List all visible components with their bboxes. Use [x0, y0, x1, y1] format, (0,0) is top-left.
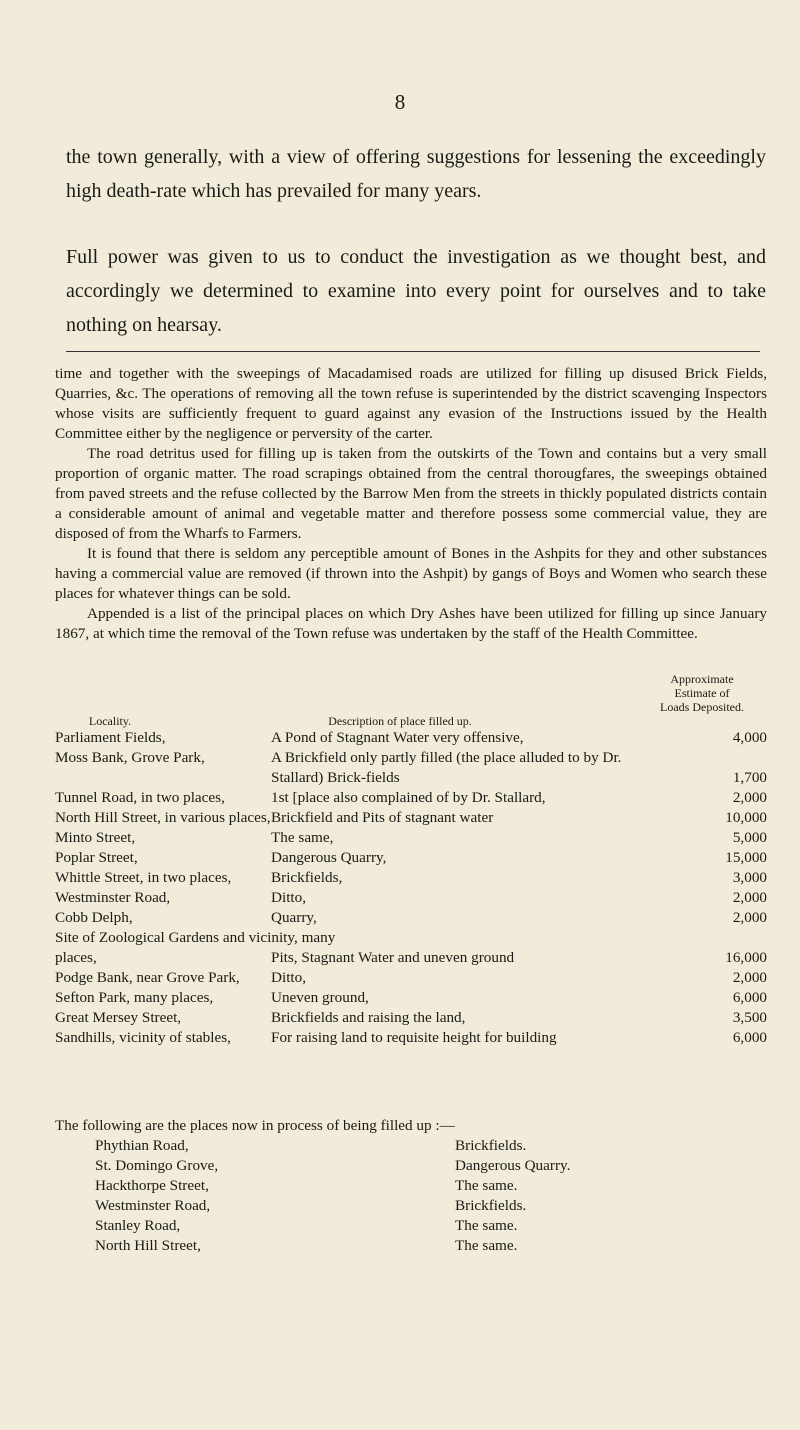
row-description: Brickfields, [271, 869, 343, 886]
table-row [55, 828, 767, 848]
row-loads: 16,000 [725, 949, 767, 966]
row-description: 1st [place also complained of by Dr. Stallard, [271, 789, 546, 806]
list-item [55, 1236, 767, 1256]
row-description: A Brickfield only partly filled (the place alluded to by Dr. Stallard) Brick-fields [271, 749, 622, 786]
row-loads: 6,000 [732, 1029, 767, 1046]
header-estimate-line-3: Loads Deposited. [660, 700, 744, 714]
table-row [55, 908, 767, 928]
table-row [55, 1008, 767, 1028]
list-item [55, 1176, 767, 1196]
header-description: Description of place filled up. [328, 714, 472, 728]
pending-locality: North Hill Street, [95, 1237, 201, 1254]
header-locality: Locality. [88, 714, 132, 728]
row-description: Ditto, [271, 889, 307, 906]
report-body [55, 364, 767, 644]
table-row [55, 968, 767, 988]
table-row [55, 748, 767, 788]
pending-description: Brickfields. [455, 1137, 527, 1154]
row-description: Ditto, [271, 969, 307, 986]
pending-description: The same. [455, 1177, 518, 1194]
body-paragraph-3: It is found that there is seldom any perceptible amount of Bones in the Ashpits for they and other substances having a commercial value are removed (if thrown into the Ashpit) by gangs of Boys and Women who search these places for whatever things can be sold. [55, 545, 767, 602]
row-description: Quarry, [271, 909, 317, 926]
table-row [55, 868, 767, 888]
row-loads: 2,000 [732, 889, 767, 906]
row-locality: Great Mersey Street, [55, 1009, 182, 1026]
row-loads: 5,000 [732, 829, 767, 846]
row-loads: 2,000 [732, 789, 767, 806]
list-item [55, 1216, 767, 1236]
row-locality: Minto Street, [55, 829, 136, 846]
row-description: Brickfields and raising the land, [271, 1009, 466, 1026]
table-row [55, 988, 767, 1008]
pending-list [55, 1136, 767, 1256]
places-filled-table [55, 672, 767, 1048]
row-description: For raising land to requisite height for building [271, 1029, 557, 1046]
pending-locality: Westminster Road, [95, 1197, 211, 1214]
row-loads: 6,000 [732, 989, 767, 1006]
pending-description: Dangerous Quarry. [455, 1157, 571, 1174]
body-paragraph-1: time and together with the sweepings of Macadamised roads are utilized for filling up disused Brick Fields, Quarries, &c. The operations of removing all the town refuse is superintended by the district scavenging Inspectors whose visits are sufficiently frequent to guard against any evasion of the Instructions issued by the Health Committee either by the negligence or perversity of the carter. [55, 365, 767, 442]
row-loads: 1,700 [732, 769, 767, 786]
row-locality: Cobb Delph, [55, 909, 133, 926]
table-row [55, 888, 767, 908]
row-loads: 10,000 [725, 809, 767, 826]
row-loads: 4,000 [732, 729, 767, 746]
list-item [55, 1156, 767, 1176]
row-loads: 2,000 [732, 969, 767, 986]
row-locality: Westminster Road, [55, 889, 171, 906]
pending-description: Brickfields. [455, 1197, 527, 1214]
body-paragraph-4: Appended is a list of the principal places on which Dry Ashes have been utilized for filling up since January 1867, at which time the removal of the Town refuse was undertaken by the staff of the Health Committee. [55, 605, 767, 642]
pending-description: The same. [455, 1217, 518, 1234]
row-locality: North Hill Street, in various places, [55, 809, 271, 826]
intro-text-2: Full power was given to us to conduct the investigation as we thought best, and accordingly we determined to examine into every point for ourselves and to take nothing on hearsay. [66, 246, 766, 336]
intro-paragraph-2 [66, 240, 766, 342]
section-divider [66, 351, 760, 352]
row-description: A Pond of Stagnant Water very offensive, [271, 729, 524, 746]
page-number: 8 [394, 90, 406, 114]
pending-locality: St. Domingo Grove, [95, 1157, 219, 1174]
row-locality: Sefton Park, many places, [55, 989, 214, 1006]
row-description: Dangerous Quarry, [271, 849, 387, 866]
table-header [55, 672, 767, 728]
row-description: Uneven ground, [271, 989, 369, 1006]
row-description: The same, [271, 829, 334, 846]
row-locality: Moss Bank, Grove Park, [55, 749, 205, 766]
row-loads: 3,500 [732, 1009, 767, 1026]
row-loads: 2,000 [732, 909, 767, 926]
list-item [55, 1196, 767, 1216]
pending-locality: Hackthorpe Street, [95, 1177, 209, 1194]
row-locality: Parliament Fields, [55, 729, 166, 746]
row-description: Brickfield and Pits of stagnant water [271, 809, 494, 826]
row-loads: 3,000 [732, 869, 767, 886]
pending-locality: Stanley Road, [95, 1217, 181, 1234]
header-estimate-line-1: Approximate [670, 672, 734, 686]
body-paragraph-2: The road detritus used for filling up is taken from the outskirts of the Town and contains but a very small proportion of organic matter. The road scrapings obtained from the central thorougfares, the sweepings obtained from paved streets and the refuse collected by the Barrow Men from the streets in thickly populated districts contain a considerable amount of animal and vegetable matter and therefore possess some commercial value, they are disposed of from the Wharfs to Farmers. [55, 445, 767, 542]
row-description: Pits, Stagnant Water and uneven ground [271, 949, 515, 966]
row-loads: 15,000 [725, 849, 767, 866]
intro-text-1: the town generally, with a view of offering suggestions for lessening the exceedingly high death-rate which has prevailed for many years. [66, 146, 766, 202]
row-locality: Podge Bank, near Grove Park, [55, 969, 240, 986]
intro-paragraph-1 [66, 140, 766, 208]
pending-description: The same. [455, 1237, 518, 1254]
table-row [55, 1028, 767, 1048]
pending-places-section [55, 1116, 767, 1256]
header-estimate-line-2: Estimate of [674, 686, 730, 700]
pending-lead: The following are the places now in process of being filled up :— [55, 1117, 455, 1134]
table-row [55, 808, 767, 828]
table-row [55, 728, 767, 748]
row-locality: Site of Zoological Gardens and vicinity, many places, [55, 929, 336, 966]
row-locality: Poplar Street, [55, 849, 138, 866]
table-row [55, 928, 767, 968]
table-row [55, 788, 767, 808]
row-locality: Tunnel Road, in two places, [55, 789, 225, 806]
table-row [55, 848, 767, 868]
list-item [55, 1136, 767, 1156]
row-locality: Whittle Street, in two places, [55, 869, 232, 886]
header-estimate [637, 672, 767, 714]
row-locality: Sandhills, vicinity of stables, [55, 1029, 231, 1046]
pending-locality: Phythian Road, [95, 1137, 189, 1154]
